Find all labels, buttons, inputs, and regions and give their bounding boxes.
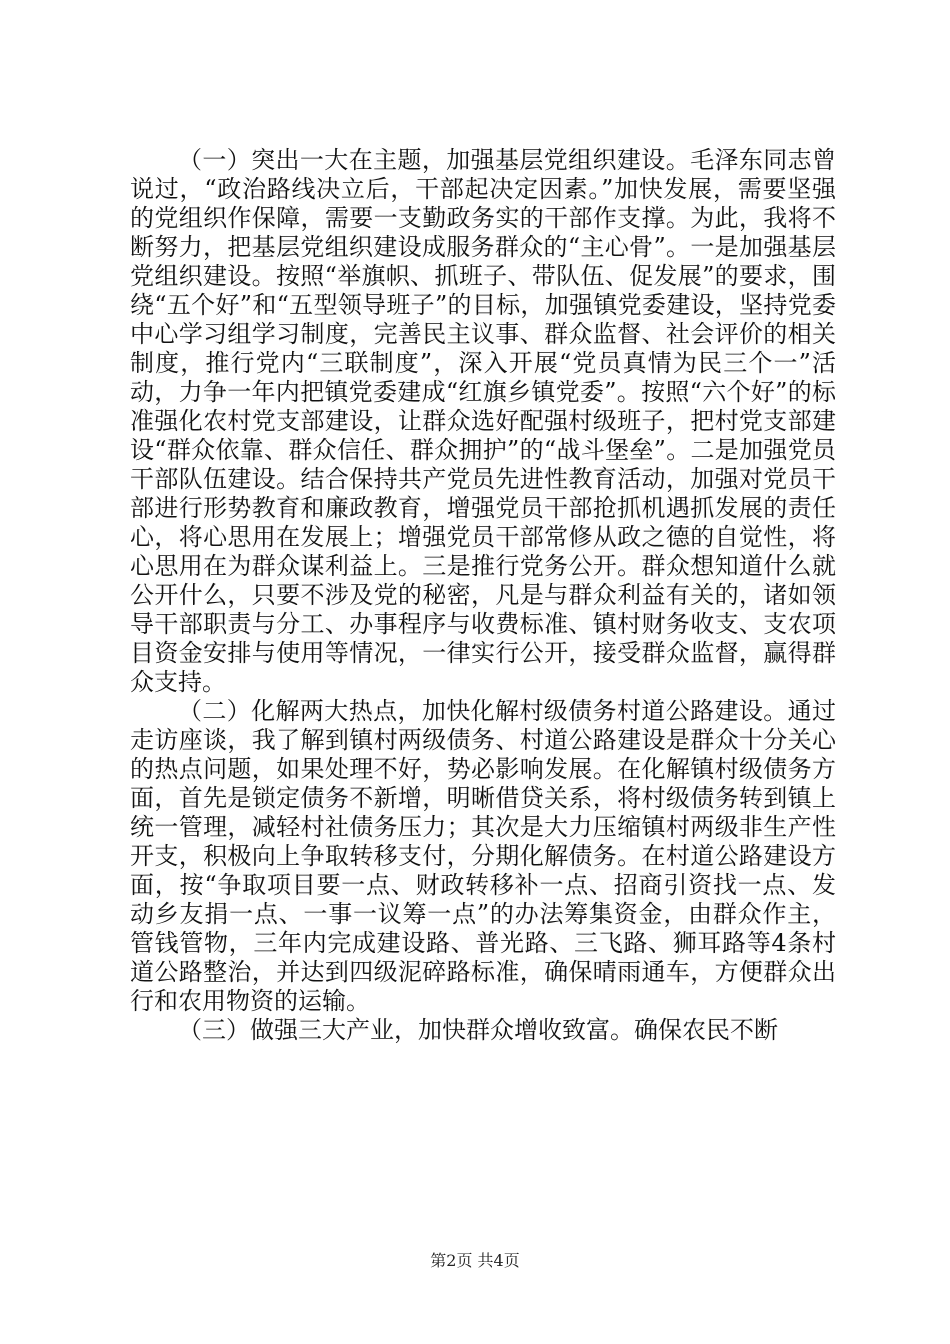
paragraph-3: （三）做强三大产业，加快群众增收致富。确保农民不断 bbox=[178, 1016, 778, 1044]
paragraph-1: （一）突出一大在主题，加强基层党组织建设。毛泽东同志曾说过，“政治路线决立后，干部起决定因素。”加快发展，需要坚强的党组织作保障，需要一支勤政务实的干部作支撑。为此，我将不断努力，把基层党组织建设成服务群众的“主心骨”。一是加强基层党组织建设。按照“举旗帜、抓班子、带队伍、促发展”的要求，围绕“五个好”和“五型领导班子”的目标，加强镇党委建设，坚持党委中心学习组学习制度，完善民主议事、群众监督、社会评价的相关制度，推行党内“三联制度”，深入开展“党员真情为民三个一”活动，力争一年内把镇党委建成“红旗乡镇党委”。按照“六个好”的标准强化农村党支部建设，让群众选好配强村级班子，把村党支部建设“群众依靠、群众信任、群众拥护”的“战斗堡垒”。二是加强党员干部队伍建设。结合保持共产党员先进性教育活动，加强对党员干部进行形势教育和廉政教育，增强党员干部抢抓机遇抓发展的责任心，将心思用在发展上；增强党员干部常修从政之德的自觉性，将心思用在为群众谋利益上。三是推行党务公开。群众想知道什么就公开什么，只要不涉及党的秘密，凡是与群众利益有关的，诸如领导干部职责与分工、办事程序与收费标准、镇村财务收支、支农项目资金安排与使用等情况，一律实行公开，接受群众监督，赢得群众支持。 bbox=[130, 146, 836, 696]
paragraph-2: （二）化解两大热点，加快化解村级债务村道公路建设。通过走访座谈，我了解到镇村两级债务、村道公路建设是群众十分关心的热点问题，如果处理不好，势必影响发展。在化解镇村级债务方面，首先是锁定债务不新增，明晰借贷关系，将村级债务转到镇上统一管理，减轻村社债务压力；其次是大力压缩镇村两级非生产性开支，积极向上争取转移支付，分期化解债务。在村道公路建设方面，按“争取项目要一点、财政转移补一点、招商引资找一点、发动乡友捐一点、一事一议筹一点”的办法筹集资金，由群众作主，管钱管物，三年内完成建设路、普光路、三飞路、狮耳路等4条村道公路整治，并达到四级泥碎路标准，确保晴雨通车，方便群众出行和农用物资的运输。 bbox=[130, 697, 836, 1015]
document-body bbox=[130, 146, 836, 1045]
page-footer: 第2页 共4页 bbox=[430, 1251, 520, 1270]
